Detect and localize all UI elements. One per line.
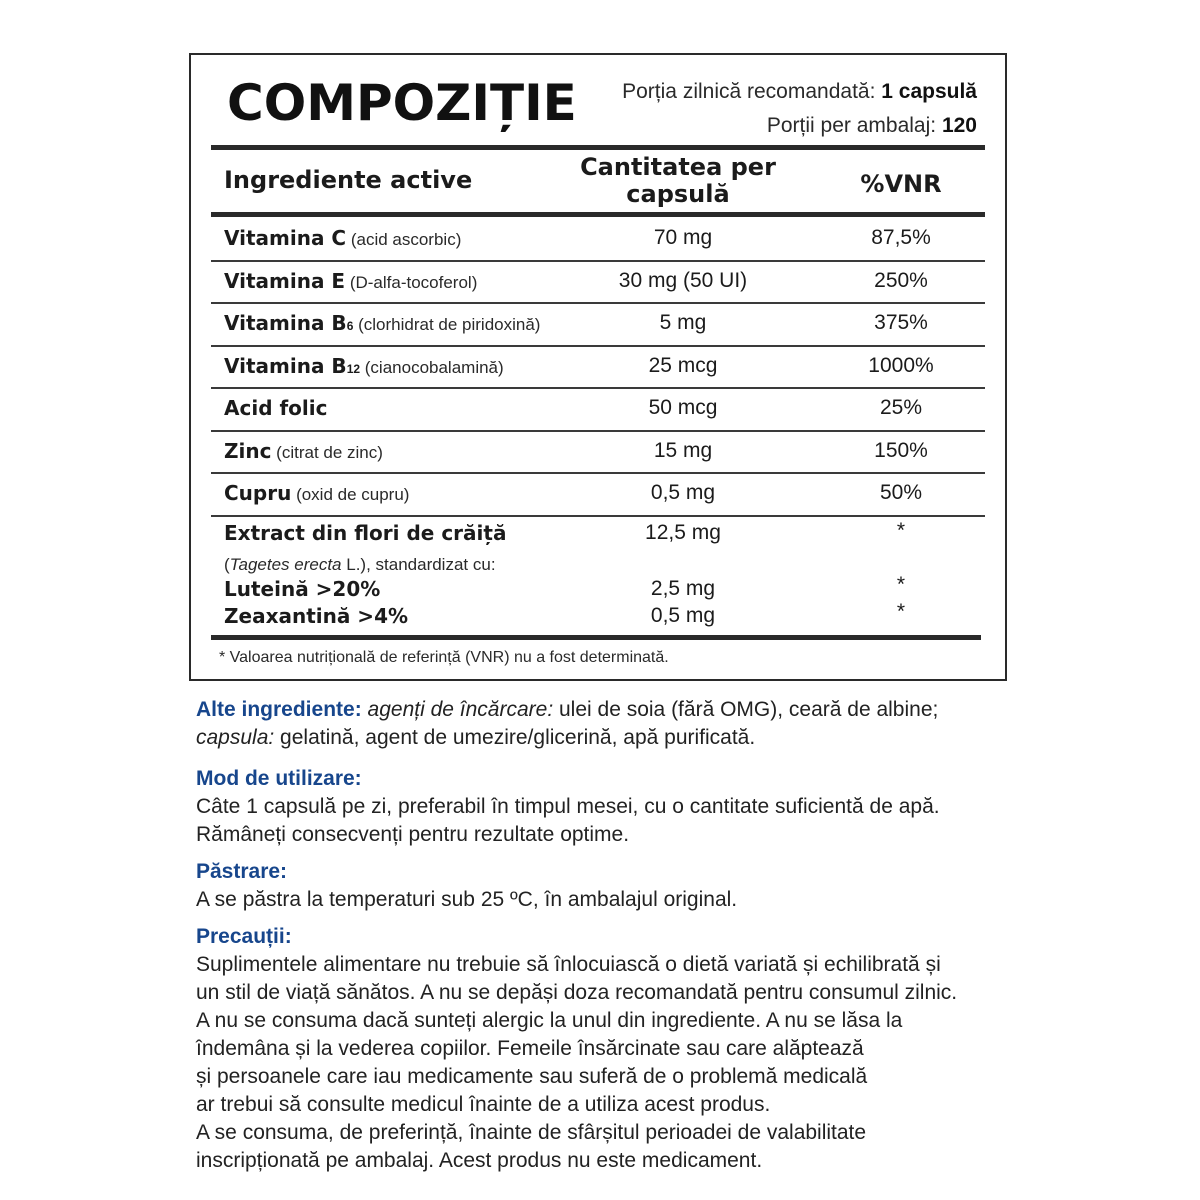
- composition-title: COMPOZIȚIE: [227, 74, 577, 132]
- table-row: Cupru (oxid de cupru) 0,5 mg 50%: [224, 481, 923, 505]
- header-top-rule: [211, 145, 985, 150]
- table-row: Vitamina B6 (clorhidrat de piridoxină) 5 mg 375%: [224, 311, 928, 335]
- table-row: Vitamina E (D-alfa-tocoferol) 30 mg (50 UI) 250%: [224, 269, 928, 293]
- header-bottom-rule: [211, 212, 985, 217]
- table-row: Vitamina B12 (cianocobalamină) 25 mcg 1000%: [224, 354, 934, 378]
- other-ingredients: Alte ingrediente: agenți de încărcare: ulei de soia (fără OMG), ceară de albine; capsula: gelatină, agent de umezire/glicerină, apă purificată.: [196, 698, 939, 749]
- portions-per-pack: Porții per ambalaj: 120: [766, 114, 977, 137]
- table-row: Vitamina C (acid ascorbic) 70 mg 87,5%: [224, 226, 931, 250]
- serving-info: [622, 75, 977, 143]
- col-pct-header: %VNR: [860, 170, 942, 198]
- other-ingredients-heading: Alte ingrediente:: [196, 698, 362, 721]
- table-row: Zinc (citrat de zinc) 15 mg 150%: [224, 439, 928, 463]
- daily-serving: Porția zilnică recomandată: 1 capsulă: [622, 80, 977, 103]
- table-row: Acid folic 50 mcg 25%: [224, 396, 923, 420]
- usage-section: Mod de utilizare: Câte 1 capsulă pe zi, preferabil în timpul mesei, cu o cantitate suficientă de apă. Rămâneți consecvenți pentru rezultate optime.: [196, 765, 1096, 849]
- composition-panel: COMPOZIȚIE Porția zilnică recomandată: 1 capsulă Porții per ambalaj: 120 Ingrediente active Cantitatea per capsulă %VNR Vitamina C (acid ascorbic) 70 mg 87,5% Vitamina E (D-alfa-tocoferol) 30 mg (50 UI) 250% Vitamina B6 (clorhidrat de piridoxină) 5 mg 375% Vitamina B12 (cianocobalamină) 25 mcg 1000% Acid folic 50 mcg 25% Zinc (citrat de zinc) 15 mg 150% Cupru (oxid de cupru) 0,5 mg 50% Extract din flori de crăiță 12,5 mg * (Tagetes erecta L.), standardizat cu: Luteină >20% 2,5 mg * Zeaxantină >4% 0,5 mg * * Valoarea nutrițională de referință (VNR) nu a fost determinată.: [189, 53, 1007, 681]
- col-amount-header: Cantitatea per capsulă: [580, 153, 776, 208]
- precautions-section: Precauții: Suplimentele alimentare nu trebuie să înlocuiască o dietă variată și echilibrată și un stil de viață sănătos. A nu se depăși doza recomandată pentru consumul zilnic. A nu se consuma dacă sunteți alergic la unul din ingrediente. A nu se lăsa la îndemâna și la vederea copiilor. Femeile însărcinate sau care alăptează și persoanele care iau medicamente sau suferă de o problemă medicală ar trebui să consulte medicul înainte de a utiliza acest produs. A se consuma, de preferință, înainte de sfârșitul perioadei de valabilitate inscripționată pe ambalaj. Acest produs nu este medicament.: [196, 923, 1096, 1175]
- table-bottom-rule: [211, 635, 981, 640]
- vnr-footnote: * Valoarea nutrițională de referință (VNR) nu a fost determinată.: [219, 649, 669, 666]
- precautions-heading: Precauții:: [196, 925, 292, 948]
- storage-section: Păstrare: A se păstra la temperaturi sub 25 ºC, în ambalajul original.: [196, 858, 1096, 914]
- col-ingredient-header: Ingrediente active: [224, 166, 473, 194]
- usage-heading: Mod de utilizare:: [196, 767, 362, 790]
- storage-heading: Păstrare:: [196, 860, 288, 883]
